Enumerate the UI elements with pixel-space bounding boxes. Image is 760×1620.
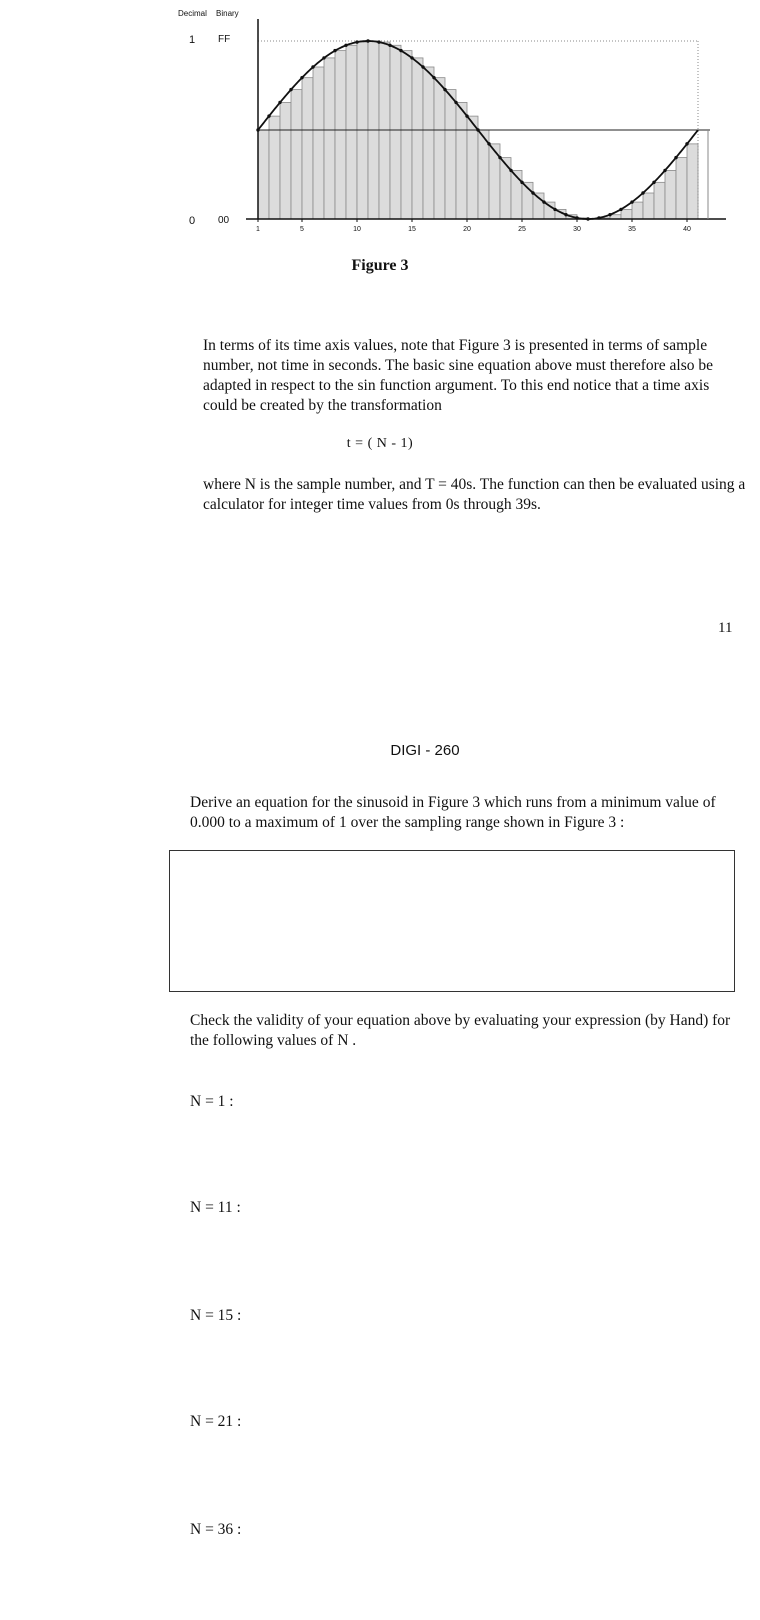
sample-point [366, 39, 369, 42]
sample-point [652, 181, 655, 184]
sample-bar [357, 42, 368, 219]
sample-bar [269, 116, 280, 219]
x-tick-label: 1 [256, 226, 260, 233]
x-tick-label: 5 [300, 226, 304, 233]
sample-bar [632, 202, 643, 219]
sample-point [300, 76, 303, 79]
sample-bar [643, 193, 654, 219]
sample-point [322, 56, 325, 59]
sample-point [498, 156, 501, 159]
page-header: DIGI - 260 [390, 742, 460, 759]
sample-bar [280, 102, 291, 219]
sample-point [674, 156, 677, 159]
sample-bar [379, 42, 390, 219]
sample-bar [676, 158, 687, 219]
page-number: 11 [718, 620, 733, 636]
sample-bar [335, 51, 346, 219]
n-value-21: N = 21 : [190, 1413, 242, 1430]
sample-point [476, 128, 479, 131]
sample-bar [621, 209, 632, 219]
paragraph-sample-number: where N is the sample number, and T = 40s. The function can then be evaluated using a calculator for integer time values from 0s through 39s. [203, 476, 746, 513]
sample-point [597, 216, 600, 219]
n-value-15: N = 15 : [190, 1307, 242, 1324]
sample-point [421, 65, 424, 68]
n-value-1: N = 1 : [190, 1093, 234, 1110]
sample-point [443, 88, 446, 91]
x-tick-label: 35 [628, 226, 636, 233]
sample-point [399, 49, 402, 52]
figure-caption: Figure 3 [351, 257, 409, 274]
sample-point [333, 49, 336, 52]
sample-bar [401, 51, 412, 219]
sample-point [531, 191, 534, 194]
sample-bar [478, 130, 489, 219]
sample-point [641, 191, 644, 194]
sample-bar [390, 45, 401, 219]
sample-bar [412, 58, 423, 219]
sample-point [465, 114, 468, 117]
sample-bar [434, 78, 445, 219]
decimal-column-label: Decimal [178, 9, 207, 18]
sample-point [685, 142, 688, 145]
sample-point [487, 142, 490, 145]
sample-bar [544, 202, 555, 219]
sample-bar [665, 170, 676, 219]
figure-chart [170, 0, 760, 240]
sample-point [267, 114, 270, 117]
sample-bar [500, 158, 511, 219]
sample-point [619, 208, 622, 211]
sample-point [355, 40, 358, 43]
sample-bar [423, 67, 434, 219]
sample-bar [456, 102, 467, 219]
sample-bar [445, 90, 456, 219]
sample-bar [687, 144, 698, 219]
x-tick-label: 10 [353, 226, 361, 233]
sample-bar [313, 67, 324, 219]
sample-point [311, 65, 314, 68]
sample-bar [302, 78, 313, 219]
sample-point [663, 169, 666, 172]
y-label-binary-min: 00 [218, 215, 230, 226]
sample-point [377, 40, 380, 43]
x-tick-label: 15 [408, 226, 416, 233]
y-label-decimal-max: 1 [189, 34, 196, 46]
sample-point [289, 88, 292, 91]
y-label-binary-max: FF [218, 34, 231, 45]
sample-point [410, 56, 413, 59]
sample-point [256, 128, 259, 131]
check-validity-instruction: Check the validity of your equation above by evaluating your expression (by Hand) for the following values of N . [190, 1012, 731, 1049]
sample-point [542, 200, 545, 203]
sample-bar [467, 116, 478, 219]
y-label-decimal-min: 0 [189, 215, 196, 227]
derive-equation-prompt: Derive an equation for the sinusoid in Figure 3 which runs from a minimum value of 0.000 to a maximum of 1 over the sampling range shown in Figure 3 : [190, 794, 716, 831]
n-value-11: N = 11 : [190, 1199, 241, 1216]
sample-point [432, 76, 435, 79]
sample-bar [258, 130, 269, 219]
sample-point [630, 200, 633, 203]
x-tick-label: 20 [463, 226, 471, 233]
sample-bar [654, 182, 665, 219]
sample-point [278, 101, 281, 104]
sample-point [454, 101, 457, 104]
x-tick-label: 25 [518, 226, 526, 233]
binary-column-label: Binary [216, 9, 239, 18]
paragraph-time-axis: In terms of its time axis values, note that Figure 3 is presented in terms of sample number, not time in seconds. The basic sine equation above must therefore also be adapted in respect to the sin function argument. To this end notice that a time axis could be created by the transformation [203, 337, 714, 414]
sample-point [586, 217, 589, 220]
sample-point [608, 213, 611, 216]
sample-point [509, 169, 512, 172]
n-value-36: N = 36 : [190, 1521, 242, 1538]
sample-bar [291, 90, 302, 219]
sample-point [388, 44, 391, 47]
sample-point [553, 208, 556, 211]
figure-3 [170, 0, 760, 240]
sample-point [344, 44, 347, 47]
x-tick-label: 30 [573, 226, 581, 233]
sample-bar [324, 58, 335, 219]
x-tick-label: 40 [683, 226, 691, 233]
sample-point [564, 213, 567, 216]
transformation-equation: t = ( N - 1) [346, 436, 414, 451]
sample-bar [346, 45, 357, 219]
answer-box[interactable] [169, 850, 735, 992]
sample-point [520, 181, 523, 184]
